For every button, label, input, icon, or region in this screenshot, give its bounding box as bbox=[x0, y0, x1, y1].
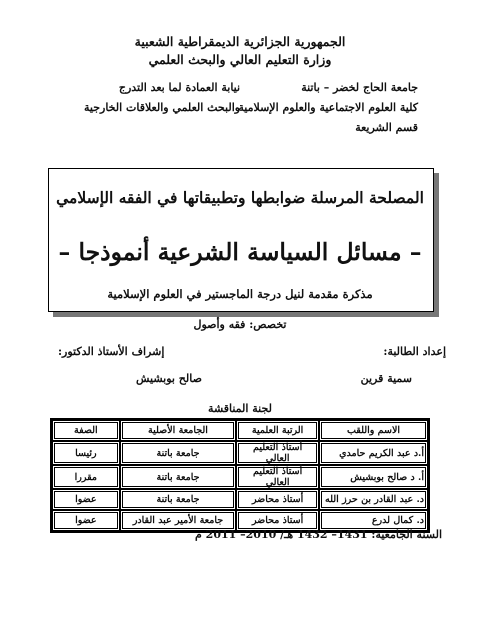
vice-deanship-line2: والبحث العلمي والعلاقات الخارجية bbox=[84, 101, 241, 114]
member-role: عضوا bbox=[52, 489, 120, 510]
committee-label: لجنة المناقشة bbox=[208, 402, 272, 415]
faculty-name: كلية العلوم الاجتماعية والعلوم الإسلامية bbox=[238, 101, 418, 114]
committee-table bbox=[50, 418, 430, 533]
republic-header: الجمهورية الجزائرية الديمقراطية الشعبية bbox=[134, 34, 346, 49]
ministry-header: وزارة التعليم العالي والبحث العلمي bbox=[148, 52, 332, 67]
department-name: قسم الشريعة bbox=[355, 121, 418, 134]
member-university: جامعة الأمير عبد القادر bbox=[120, 510, 237, 531]
member-name: د. كمال لدرع bbox=[319, 510, 428, 531]
vice-deanship-block bbox=[84, 78, 240, 118]
member-university: جامعة باتنة bbox=[120, 489, 237, 510]
prepared-by-label: إعداد الطالبة: bbox=[383, 345, 446, 358]
column-header: الجامعة الأصلية bbox=[120, 420, 237, 441]
thesis-title-line2: – مسائل السياسة الشرعية أنموذجا – bbox=[58, 238, 422, 266]
table-row bbox=[52, 441, 428, 465]
table-row bbox=[52, 489, 428, 510]
column-header: الصفة bbox=[52, 420, 120, 441]
member-name: د. عبد القادر بن حرز الله bbox=[319, 489, 428, 510]
member-rank: أستاذ التعليم العالي bbox=[236, 441, 319, 465]
member-rank: أستاذ التعليم العالي bbox=[236, 465, 319, 489]
member-name: أ. د صالح بوبشيش bbox=[319, 465, 428, 489]
member-university: جامعة باتنة bbox=[120, 441, 237, 465]
specialization: تخصص: فقه وأصول bbox=[193, 318, 287, 331]
supervisor-name: صالح بوبشيش bbox=[136, 372, 202, 385]
table-row bbox=[52, 465, 428, 489]
member-role: مقررا bbox=[52, 465, 120, 489]
vice-deanship-line1: نيابة العمادة لما بعد التدرج bbox=[118, 81, 241, 94]
member-university: جامعة باتنة bbox=[120, 465, 237, 489]
table-header-row bbox=[52, 420, 428, 441]
academic-year: السنة الجامعية: 1431– 1432 هـ/ 2010– 2011 م bbox=[195, 528, 442, 541]
university-block bbox=[238, 78, 418, 138]
column-header: الرتبة العلمية bbox=[236, 420, 319, 441]
column-header: الاسم واللقب bbox=[319, 420, 428, 441]
supervisor-label: إشراف الأستاذ الدكتور: bbox=[58, 345, 165, 358]
thesis-subtitle: مذكرة مقدمة لنيل درجة الماجستير في العلوم الإسلامية bbox=[107, 287, 373, 301]
member-role: رئيسا bbox=[52, 441, 120, 465]
member-rank: أستاذ محاضر bbox=[236, 489, 319, 510]
university-name: جامعة الحاج لخضر – باتنة bbox=[301, 81, 418, 94]
thesis-title: المصلحة المرسلة ضوابطها وتطبيقاتها في الفقه الإسلامي bbox=[56, 188, 424, 207]
student-name: سمية قرين bbox=[360, 372, 412, 385]
member-name: أ.د عبد الكريم حامدي bbox=[319, 441, 428, 465]
member-role: عضوا bbox=[52, 510, 120, 531]
member-rank: أستاذ محاضر bbox=[236, 510, 319, 531]
